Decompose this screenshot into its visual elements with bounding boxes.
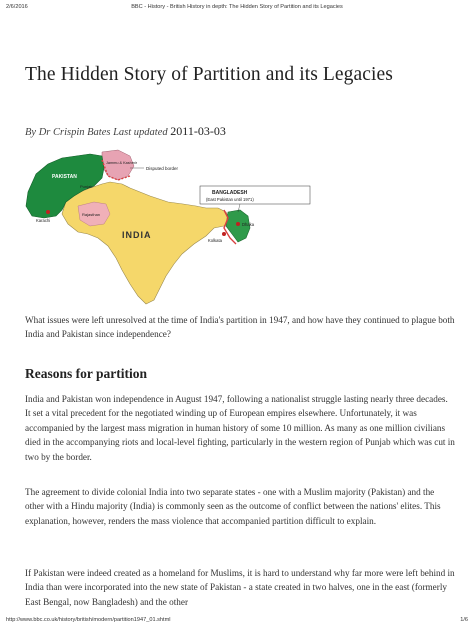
map-label-kolkata: Kolkata	[208, 238, 222, 243]
karachi-dot	[46, 210, 50, 214]
intro-paragraph: What issues were left unresolved at the time of India's partition in 1947, and how have they continued to plague both India and Pakistan since independence?	[25, 315, 455, 340]
page-number: 1/6	[460, 617, 468, 623]
updated-date: 2011-03-03	[170, 124, 226, 138]
partition-map	[18, 146, 338, 306]
print-footer	[6, 617, 468, 627]
print-url: http://www.bbc.co.uk/history/british/modern/partition1947_01.shtml	[6, 617, 171, 623]
map-label-bangladesh-sub: (East Pakistan until 1971)	[206, 197, 254, 202]
body-paragraph-2: The agreement to divide colonial India into two separate states - one with a Muslim majority (Pakistan) and the other with a Hindu majority (India) is commonly seen as the outcome of conflict between the nations' elites. This explanation, however, renders the mass violence that accompanied partition difficult to explain.	[25, 487, 441, 526]
map-label-rajasthan: Rajasthan	[82, 212, 101, 217]
map-label-punjab: Punjab	[80, 184, 93, 189]
map-label-disputed: Disputed border	[146, 166, 179, 171]
byline	[25, 124, 226, 139]
print-page-title: BBC - History - British History in depth: The Hidden Story of Partition and its Legacies	[131, 4, 343, 10]
map-label-india: INDIA	[122, 230, 152, 240]
dhaka-dot	[236, 222, 240, 226]
section-heading: Reasons for partition	[25, 366, 148, 381]
print-header	[6, 4, 468, 16]
article-title: The Hidden Story of Partition and its Legacies	[25, 64, 393, 85]
map-label-pakistan: PAKISTAN	[52, 174, 77, 180]
map-label-jammu: Jammu & Kashmir	[106, 161, 138, 165]
partition-map-image	[18, 146, 338, 306]
print-date: 2/6/2016	[6, 4, 28, 10]
body-paragraph-3: If Pakistan were indeed created as a homeland for Muslims, it is hard to understand why far more were left behind in India than were incorporated into the new state of Pakistan - a state created in two halves, one in the east (formerly East Bengal, now Bangladesh) and the other	[25, 568, 455, 607]
jammu-kashmir-region	[102, 150, 134, 180]
kolkata-dot	[222, 232, 226, 236]
map-label-dhaka: Dhaka	[242, 222, 255, 227]
map-label-bangladesh: BANGLADESH	[212, 190, 248, 196]
body-paragraph-1: India and Pakistan won independence in August 1947, following a nationalist struggle lasting nearly three decades. It set a vital precedent for the negotiated winding up of European empires elsewhere. Unfortunately, it was accompanied by the largest mass migration in human history of some 10 million. As many as one million civilians died in the accompanying riots and local-level fighting, particularly in the western region of Punjab which was cut in two by the border.	[25, 394, 455, 462]
map-label-karachi: Karachi	[36, 218, 51, 223]
byline-author: By Dr Crispin Bates Last updated	[25, 127, 168, 138]
